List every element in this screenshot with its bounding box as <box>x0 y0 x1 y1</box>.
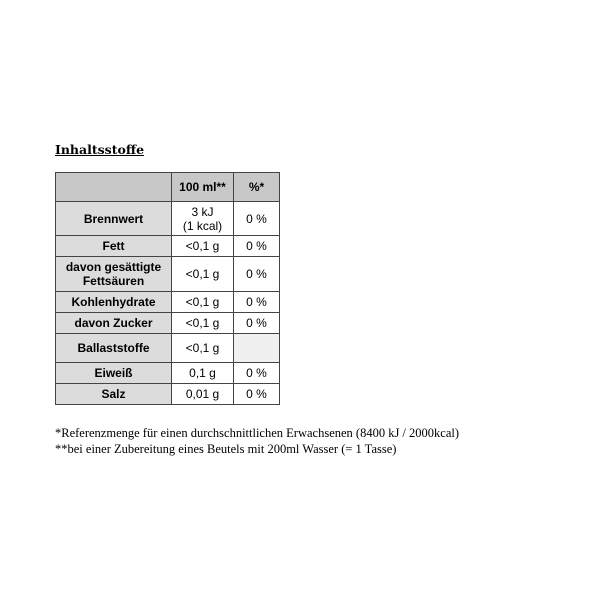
header-cell-percent: %* <box>234 173 280 202</box>
row-label: Kohlenhydrate <box>56 292 172 313</box>
table-row <box>56 257 280 292</box>
table-row <box>56 236 280 257</box>
row-percent: 0 % <box>234 363 280 384</box>
nutrition-table <box>55 172 280 405</box>
row-value-line2: (1 kcal) <box>182 218 223 233</box>
header-cell-per-100ml: 100 ml** <box>172 173 234 202</box>
row-value-line1: 3 kJ <box>191 204 214 219</box>
row-label-line1: davon gesättigte <box>65 260 162 274</box>
table-header-row <box>56 173 280 202</box>
row-percent: 0 % <box>234 236 280 257</box>
table-row <box>56 292 280 313</box>
footnote-preparation: **bei einer Zubereitung eines Beutels mit 200ml Wasser (= 1 Tasse) <box>55 442 397 456</box>
header-cell-empty <box>56 173 172 202</box>
row-percent: 0 % <box>234 313 280 334</box>
section-heading: Inhaltsstoffe <box>55 142 145 157</box>
row-value: 0,01 g <box>172 384 234 405</box>
row-label: Eiweiß <box>56 363 172 384</box>
row-percent: 0 % <box>234 384 280 405</box>
row-label <box>56 257 172 292</box>
table-row <box>56 384 280 405</box>
row-value: <0,1 g <box>172 334 234 363</box>
row-percent: 0 % <box>234 292 280 313</box>
table-row <box>56 202 280 236</box>
row-percent: 0 % <box>234 202 280 236</box>
row-label: Fett <box>56 236 172 257</box>
footnote-reference: *Referenzmenge für einen durchschnittlichen Erwachsenen (8400 kJ / 2000kcal) <box>55 426 460 440</box>
table-row <box>56 313 280 334</box>
row-label: Ballaststoffe <box>56 334 172 363</box>
row-label: davon Zucker <box>56 313 172 334</box>
row-label: Salz <box>56 384 172 405</box>
row-label: Brennwert <box>56 202 172 236</box>
row-label-line2: Fettsäuren <box>82 274 145 288</box>
row-value: <0,1 g <box>172 292 234 313</box>
table-row <box>56 334 280 363</box>
row-percent: 0 % <box>234 257 280 292</box>
row-value <box>172 202 234 236</box>
table-row <box>56 363 280 384</box>
row-value: <0,1 g <box>172 313 234 334</box>
row-value: <0,1 g <box>172 236 234 257</box>
row-value: <0,1 g <box>172 257 234 292</box>
row-value: 0,1 g <box>172 363 234 384</box>
row-percent <box>234 334 280 363</box>
